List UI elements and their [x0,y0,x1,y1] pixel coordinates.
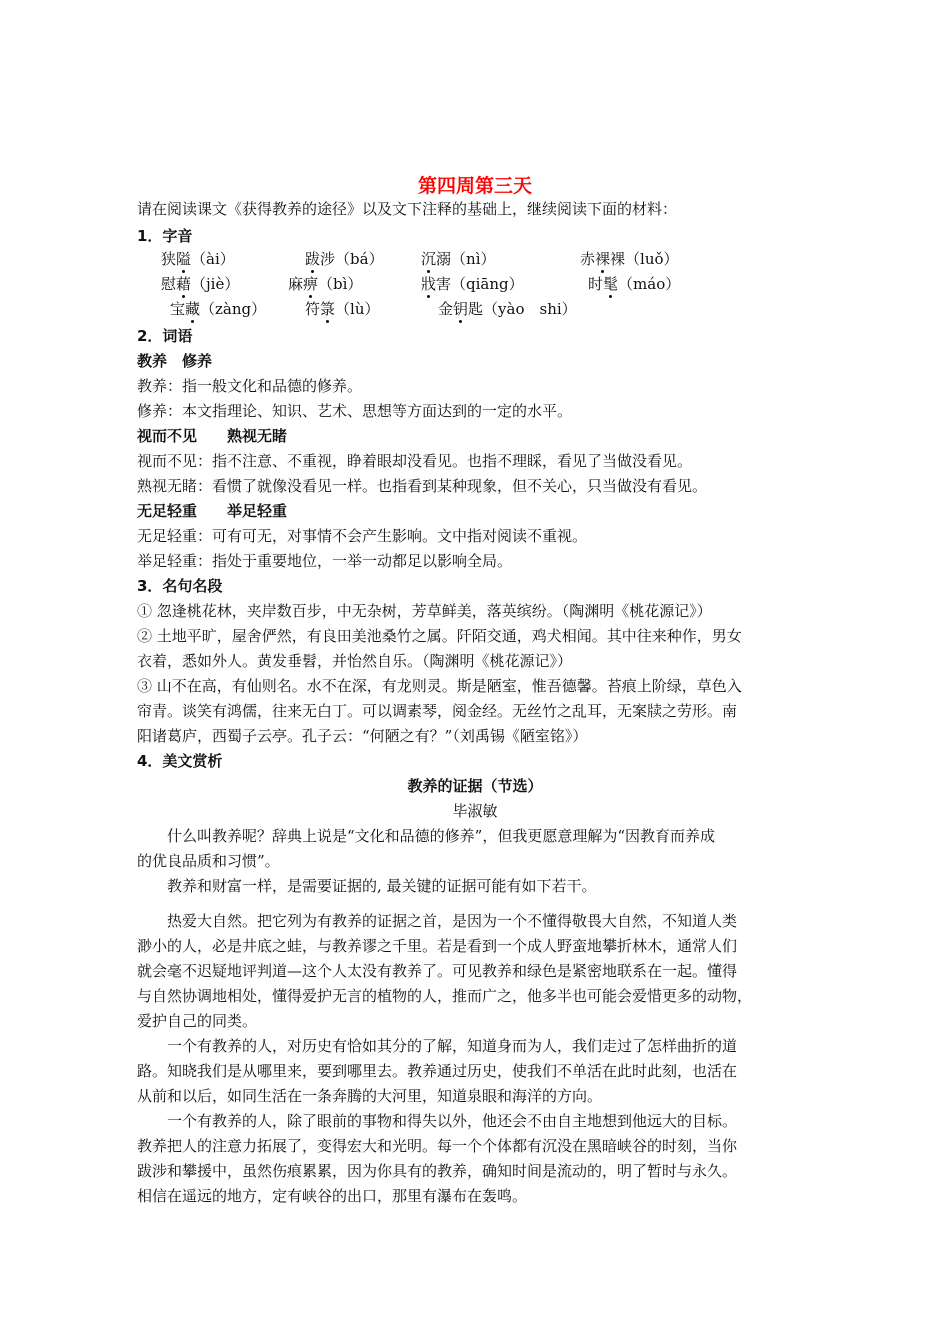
definition-text: 熟视无睹：看惯了就像没看见一样。也指看到某种现象，但不关心，只当做没有看见。 [137,477,708,495]
pronunciation-item: 赤裸裸（luǒ） [580,250,679,268]
essay-line: 热爱大自然。把它列为有教养的证据之首，是因为一个不懂得敬畏大自然，不知道人类 [137,912,738,930]
section-heading-quotes: 3．名句名段 [137,577,223,595]
definition-text: 视而不见：指不注意、不重视，睁着眼却没看见。也指不理睬，看见了当做没看见。 [137,452,693,470]
essay-line: 跋涉和攀援中，虽然伤痕累累，因为你具有的教养，确知时间是流动的，明了暂时与永久。 [137,1162,738,1180]
essay-line: 路。知晓我们是从哪里来，要到哪里去。教养通过历史，使我们不单活在此时此刻，也活在 [137,1062,738,1080]
essay-line: 一个有教养的人，对历史有恰如其分的了解，知道身而为人，我们走过了怎样曲折的道 [137,1037,738,1055]
word-group-heading: 无足轻重 举足轻重 [137,502,288,520]
pronunciation-item: 符箓（lù） [305,300,380,318]
essay-line: 与自然协调地相处，懂得爱护无言的植物的人，推而广之，他多半也可能会爱惜更多的动物， [137,987,753,1005]
pronunciation-item: 狭隘（ài） [161,250,235,268]
section-heading-vocabulary: 2．词语 [137,327,193,345]
definition-text: 教养：指一般文化和品德的修养。 [137,377,363,395]
quote-line: ② 土地平旷，屋舍俨然，有良田美池桑竹之属。阡陌交通，鸡犬相闻。其中往来种作，男女 [137,627,742,645]
section-heading-essay: 4．美文赏析 [137,752,223,770]
definition-text: 修养：本文指理论、知识、艺术、思想等方面达到的一定的水平。 [137,402,573,420]
pronunciation-item: 麻痹（bì） [288,275,363,293]
section-heading-pronunciation: 1．字音 [137,227,193,245]
quote-line: ① 忽逢桃花林，夹岸数百步，中无杂树，芳草鲜美，落英缤纷。（陶渊明《桃花源记》） [137,602,712,620]
page-title: 第四周第三天 [417,175,532,197]
essay-line: 教养把人的注意力拓展了，变得宏大和光明。每一个个体都有沉没在黑暗峡谷的时刻，当你 [137,1137,738,1155]
essay-line: 渺小的人，必是井底之蛙，与教养谬之千里。若是看到一个成人野蛮地攀折林木，通常人们 [137,937,738,955]
quote-line: 阳诸葛庐，西蜀子云亭。孔子云：“何陋之有？”（刘禹锡《陋室铭》） [137,727,588,745]
essay-line: 就会毫不迟疑地评判道—这个人太没有教养了。可见教养和绿色是紧密地联系在一起。懂得 [137,962,738,980]
definition-text: 举足轻重：指处于重要地位，一举一动都足以影响全局。 [137,552,513,570]
quote-line: 帘青。谈笑有鸿儒，往来无白丁。可以调素琴，阅金经。无丝竹之乱耳，无案牍之劳形。南 [137,702,738,720]
pronunciation-item: 时髦（máo） [588,275,681,293]
pronunciation-item: 沉溺（nì） [421,250,496,268]
essay-line: 相信在遥远的地方，定有峡谷的出口，那里有瀑布在轰鸣。 [137,1187,528,1205]
essay-title: 教养的证据（节选） [407,777,543,795]
intro-text: 请在阅读课文《获得教养的途径》以及文下注释的基础上，继续阅读下面的材料： [137,200,678,218]
essay-line: 从前和以后，如同生活在一条奔腾的大河里，知道泉眼和海洋的方向。 [137,1087,603,1105]
essay-line: 爱护自己的同类。 [137,1012,258,1030]
word-group-heading: 视而不见 熟视无睹 [137,427,288,445]
word-group-heading: 教养 修养 [137,352,213,370]
essay-line: 一个有教养的人，除了眼前的事物和得失以外，他还会不由自主地想到他远大的目标。 [137,1112,738,1130]
pronunciation-item: 跋涉（bá） [305,250,384,268]
pronunciation-item: 金钥匙（yào shi） [438,300,577,318]
pronunciation-item: 戕害（qiāng） [421,275,524,293]
essay-line: 教养和财富一样，是需要证据的, 最关键的证据可能有如下若干。 [137,877,597,895]
essay-author: 毕淑敏 [452,802,498,820]
quote-line: 衣着，悉如外人。黄发垂髫，并怡然自乐。（陶渊明《桃花源记》） [137,652,573,670]
quote-line: ③ 山不在高，有仙则名。水不在深，有龙则灵。斯是陋室，惟吾德馨。苔痕上阶绿，草色入 [137,677,742,695]
definition-text: 无足轻重：可有可无，对事情不会产生影响。文中指对阅读不重视。 [137,527,588,545]
essay-line: 什么叫教养呢？辞典上说是“文化和品德的修养”，但我更愿意理解为“因教育而养成 [137,827,716,845]
essay-line: 的优良品质和习惯”。 [137,852,280,870]
pronunciation-item: 慰藉（jiè） [161,275,240,293]
pronunciation-item: 宝藏（zàng） [170,300,267,318]
